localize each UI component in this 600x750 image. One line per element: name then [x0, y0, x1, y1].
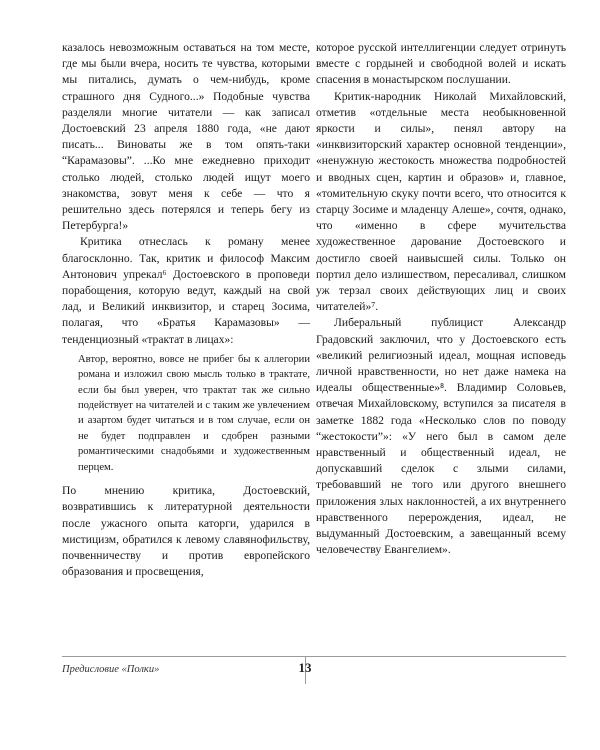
left-paragraph-1: казалось невозможным оставаться на том месте, где мы были вчера, носить те чувства, которыми мы питались, думать о чем-нибудь, кроме страшного дня Судного...» Подобные чувства разделяли многие читатели — как записал Достоевский 23 апреля 1880 года, «не дают писать... Виноваты же в том опять-таки “Карамазовы”. ...Ко мне ежедневно приходит столько людей, столько людей ищут моего знакомства, зовут меня к себе — что я решительно здесь потерялся и теперь бегу из Петербурга!»	[62, 41, 310, 233]
block-quote	[78, 352, 310, 475]
left-paragraph-2: Критика отнеслась к роману менее благосклонно. Так, критик и философ Максим Антонович упрекал⁶ Достоевского в проповеди порабощения, которую ведут, каждый на свой лад, и Великий инквизитор, и старец Зосима, полагая, что «Братья Карамазовы» — тенденциозный «трактат в лицах»:	[62, 235, 310, 346]
running-title: Предисловие «Полки»	[62, 664, 160, 675]
right-column	[316, 40, 566, 559]
page-number: 13	[298, 660, 312, 675]
block-quote-text: Автор, вероятно, вовсе не прибег бы к аллегории романа и изложил свою мысль только в трактате, если бы был уверен, что трактат так же сильно подействует на читателей и с таким же увлечением и азартом будет читаться и в том случае, если он не будет подправлен и сдобрен разными романтическими снадобьями и художественным перцем.	[78, 353, 310, 473]
left-column	[62, 40, 310, 580]
right-paragraph-2: Критик-народник Николай Михайловский, отметив «отдельные места необыкновенной яркости и силы», пенял автору на «инквизиторский характер основной тенденции», «ненужную жестокость множества подробностей и вводных сцен, картин и образов» и, главное, «томительную скуку почти всего, что относится к старцу Зосиме и младенцу Алеше», сочтя, однако, что «именно в сфере мучительства художественное дарование Достоевского и достигло своей наивысшей силы. Только он портил дело излишеством, пересаливал, слишком уж терзал своих действующих лиц и своих читателей»⁷.	[316, 89, 566, 314]
left-paragraph-3: По мнению критика, Достоевский, возвратившись к литературной деятельности после ужасного опыта каторги, ударился в мистицизм, обратился к левому славянофильству, почвенничеству и против европейского образования и просвещения,	[62, 484, 310, 579]
footer-rule	[62, 656, 566, 657]
right-paragraph-3: Либеральный публицист Александр Градовский заключил, что у Достоевского есть «великий религиозный идеал, мощная исповедь личной нравственности, но нет даже намека на идеалы общественные»⁸. Владимир Соловьев, отвечая Михайловскому, вступился за писателя в заметке 1882 года «Несколько слов по поводу “жестокости”»: «У него был в самом деле нравственный и общественный идеал, не допускавший сделок с злыми силами, требовавший не того или другого внешнего приложения злых наклонностей, а их внутреннего нравственного перерождения, идеал, не выдуманный Достоевским, а завещанный всему человечеству Евангелием».	[316, 316, 566, 557]
right-paragraph-1: которое русской интеллигенции следует отринуть вместе с гордыней и свободной волей и искать спасения в монастырском послушании.	[316, 41, 566, 87]
